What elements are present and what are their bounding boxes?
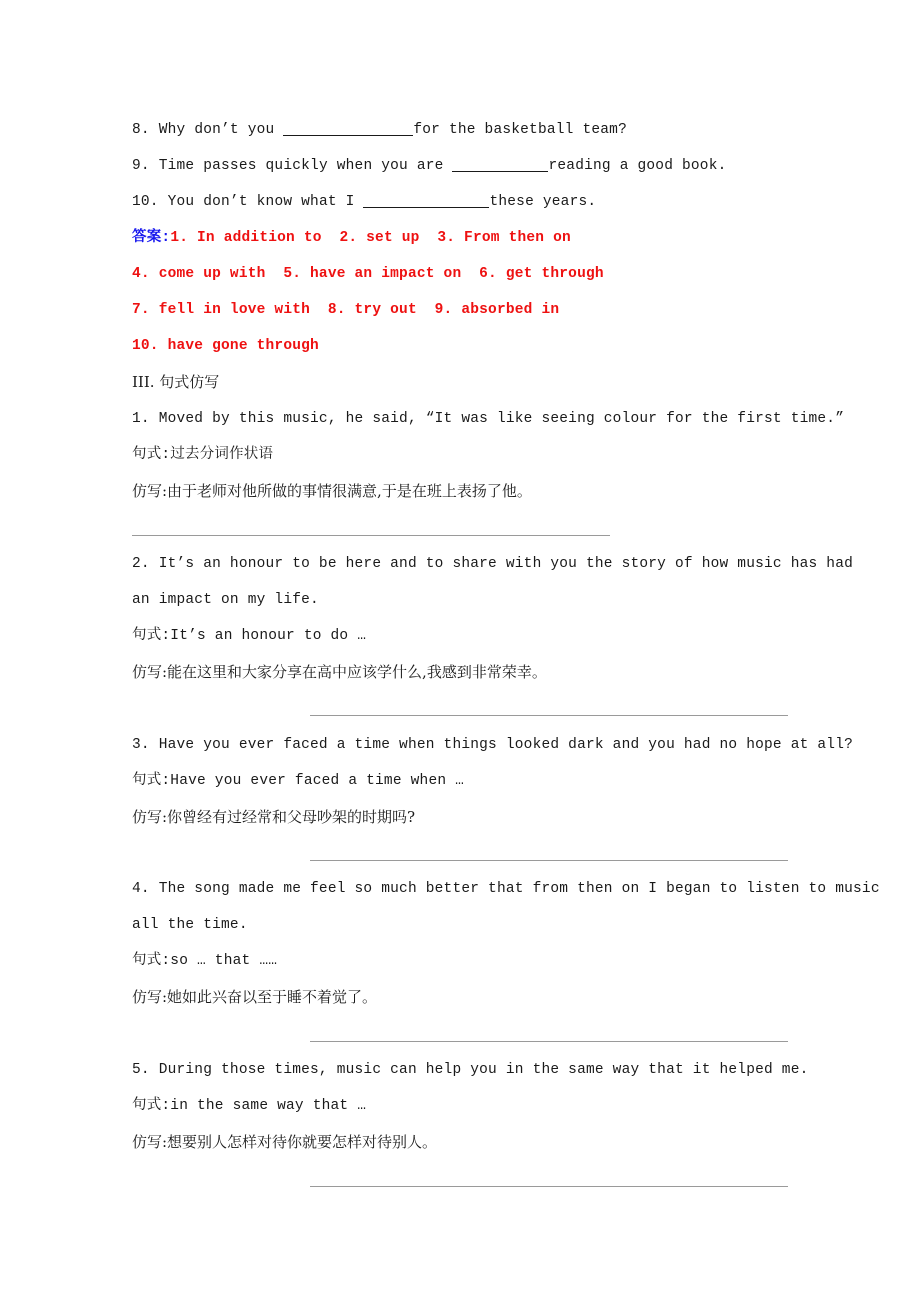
fill-blank-9 (132, 154, 788, 178)
item-4-exercise: 仿写:她如此兴奋以至于睡不着觉了。 (132, 988, 378, 1006)
answer-blank[interactable] (283, 119, 413, 136)
item-3-sentence: 3. Have you ever faced a time when things looked dark and you had no hope at all? (132, 737, 854, 753)
item-2-exercise: 仿写:能在这里和大家分享在高中应该学什么,我感到非常荣幸。 (132, 663, 547, 681)
item-2-pattern: 句式:It’s an honour to do … (132, 628, 367, 644)
answer-text: 1. In addition to 2. set up 3. From then on (170, 230, 571, 246)
item-4-pattern: 句式:so … that …… (132, 953, 278, 969)
item-5-exercise: 仿写:想要别人怎样对待你就要怎样对待别人。 (132, 1133, 438, 1151)
answers-line-2: 4. come up with 5. have an impact on 6. get through (132, 266, 604, 282)
question-number: 9. (132, 158, 150, 174)
item-2-answer-line[interactable] (310, 715, 788, 716)
item-5-sentence: 5. During those times, music can help you in the same way that it helped me. (132, 1062, 809, 1078)
item-1-exercise: 仿写:由于老师对他所做的事情很满意,于是在班上表扬了他。 (132, 482, 532, 500)
item-4-answer-line[interactable] (310, 1041, 788, 1042)
answer-blank[interactable] (363, 191, 489, 208)
answers-line-1 (132, 226, 788, 250)
section-title: III. 句式仿写 (132, 373, 220, 391)
answers-line-4: 10. have gone through (132, 338, 319, 354)
item-3-pattern: 句式:Have you ever faced a time when … (132, 773, 465, 789)
question-text: Time passes quickly when you are (158, 158, 444, 174)
answers-label: 答案: (132, 230, 171, 246)
question-number: 10. (132, 194, 159, 210)
item-5-answer-line[interactable] (310, 1186, 788, 1187)
item-5-pattern: 句式:in the same way that … (132, 1098, 367, 1114)
question-text: reading a good book. (548, 158, 727, 174)
question-text: You don’t know what I (167, 194, 355, 210)
fill-blank-10 (132, 190, 788, 214)
question-text: Why don’t you (158, 122, 275, 138)
item-4-sentence-line-1: 4. The song made me feel so much better that from then on I began to listen to music (132, 881, 880, 897)
question-text: for the basketball team? (413, 122, 627, 138)
item-1-sentence: 1. Moved by this music, he said, “It was like seeing colour for the first time.” (132, 411, 845, 427)
item-2-sentence-line-1: 2. It’s an honour to be here and to share with you the story of how music has had (132, 556, 854, 572)
question-text: these years. (489, 194, 597, 210)
item-3-answer-line[interactable] (310, 860, 788, 861)
item-1-pattern: 句式:过去分词作状语 (132, 447, 274, 463)
question-number: 8. (132, 122, 150, 138)
item-2-sentence-line-2: an impact on my life. (132, 592, 319, 608)
answers-line-3: 7. fell in love with 8. try out 9. absorbed in (132, 302, 560, 318)
item-3-exercise: 仿写:你曾经有过经常和父母吵架的时期吗? (132, 808, 416, 826)
item-4-sentence-line-2: all the time. (132, 917, 248, 933)
answer-blank[interactable] (452, 155, 548, 172)
item-1-answer-line[interactable] (132, 535, 610, 536)
fill-blank-8 (132, 118, 788, 142)
